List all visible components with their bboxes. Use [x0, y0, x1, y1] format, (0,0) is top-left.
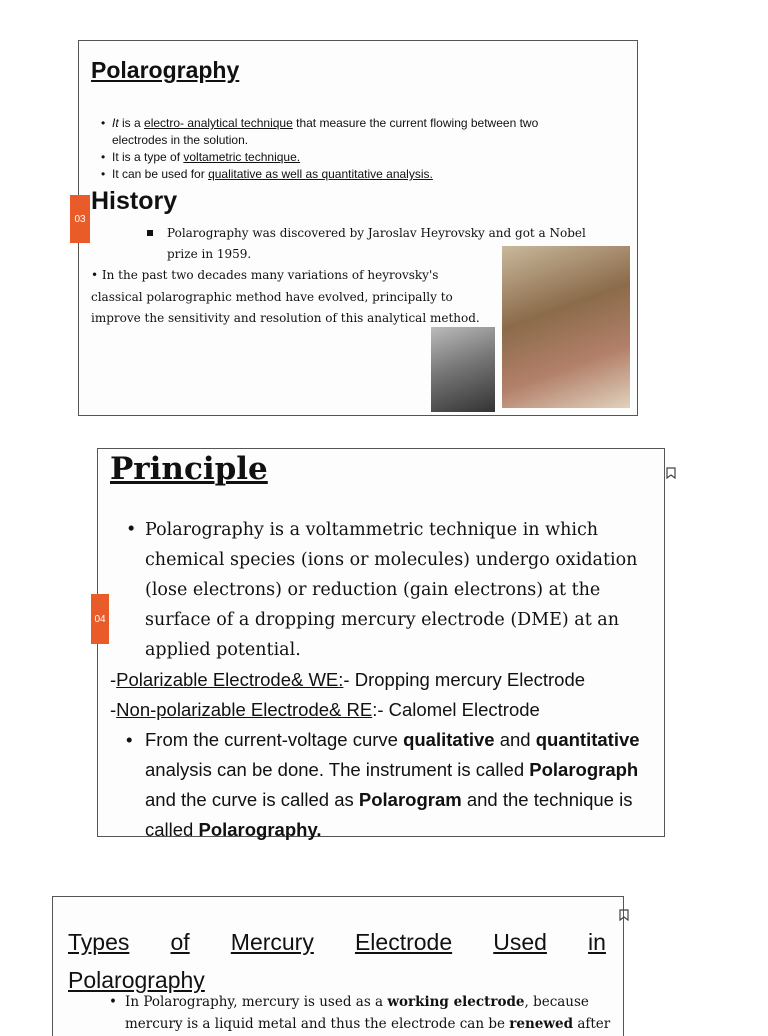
- title-line-2: Polarography: [68, 967, 205, 993]
- intro-bullets: [91, 115, 591, 183]
- list-item: • In Polarography, mercury is used as a working electrode, because mercury is a liquid metal and thus the electrode can be renewed after: [109, 991, 625, 1035]
- slide-mercury-electrodes: [52, 896, 624, 1036]
- list-item: • It can be used for qualitative as well as quantitative analysis.: [91, 166, 591, 183]
- heyrovsky-portrait-image: [431, 327, 495, 412]
- bookmark-icon[interactable]: [616, 904, 632, 926]
- slide-polarography: [78, 40, 638, 416]
- electrode-line-re: -Non-polarizable Electrode& RE:- Calomel Electrode: [110, 699, 540, 720]
- title-line-1: Types of Mercury Electrode Used in: [68, 929, 606, 955]
- principle-body: [110, 515, 662, 845]
- slide-principle: [97, 448, 665, 840]
- slide-title: Polarography: [91, 57, 240, 83]
- history-paragraph-1: Polarography was discovered by Jaroslav Heyrovsky and got a Nobel prize in 1959.: [167, 223, 597, 265]
- bookmark-icon[interactable]: [663, 462, 679, 484]
- list-item: • Polarography is a voltammetric technique in which chemical species (ions or molecules) undergo oxidation (lose electrons) or reduction (gain electrons) at the surface of a dropping mercury electrode (DME) at an applied potential.: [110, 515, 662, 665]
- list-item: • From the current-voltage curve qualitative and quantitative analysis can be done. The instrument is called Polarograph and the curve is called as Polarogram and the technique is called Polarography.: [110, 725, 662, 845]
- polarograph-instrument-image: [502, 246, 630, 408]
- slide-title: [68, 923, 606, 999]
- electrode-line-we: -Polarizable Electrode& WE:- Dropping mercury Electrode: [110, 669, 586, 690]
- history-heading: History: [91, 187, 178, 215]
- history-paragraph-2: • In the past two decades many variations of heyrovsky's classical polarographic method have evolved, principally to improve the sensitivity and resolution of this analytical method.: [91, 268, 480, 325]
- page-number-tag: 03: [70, 195, 90, 243]
- page-number-tag: 04: [91, 594, 109, 644]
- list-item: • It is a type of voltametric technique.: [91, 149, 591, 166]
- list-item: • It is a electro- analytical technique that measure the current flowing between two electrodes in the solution.: [91, 115, 591, 149]
- square-bullet-icon: [147, 230, 153, 236]
- slide-title: Principle: [110, 451, 268, 487]
